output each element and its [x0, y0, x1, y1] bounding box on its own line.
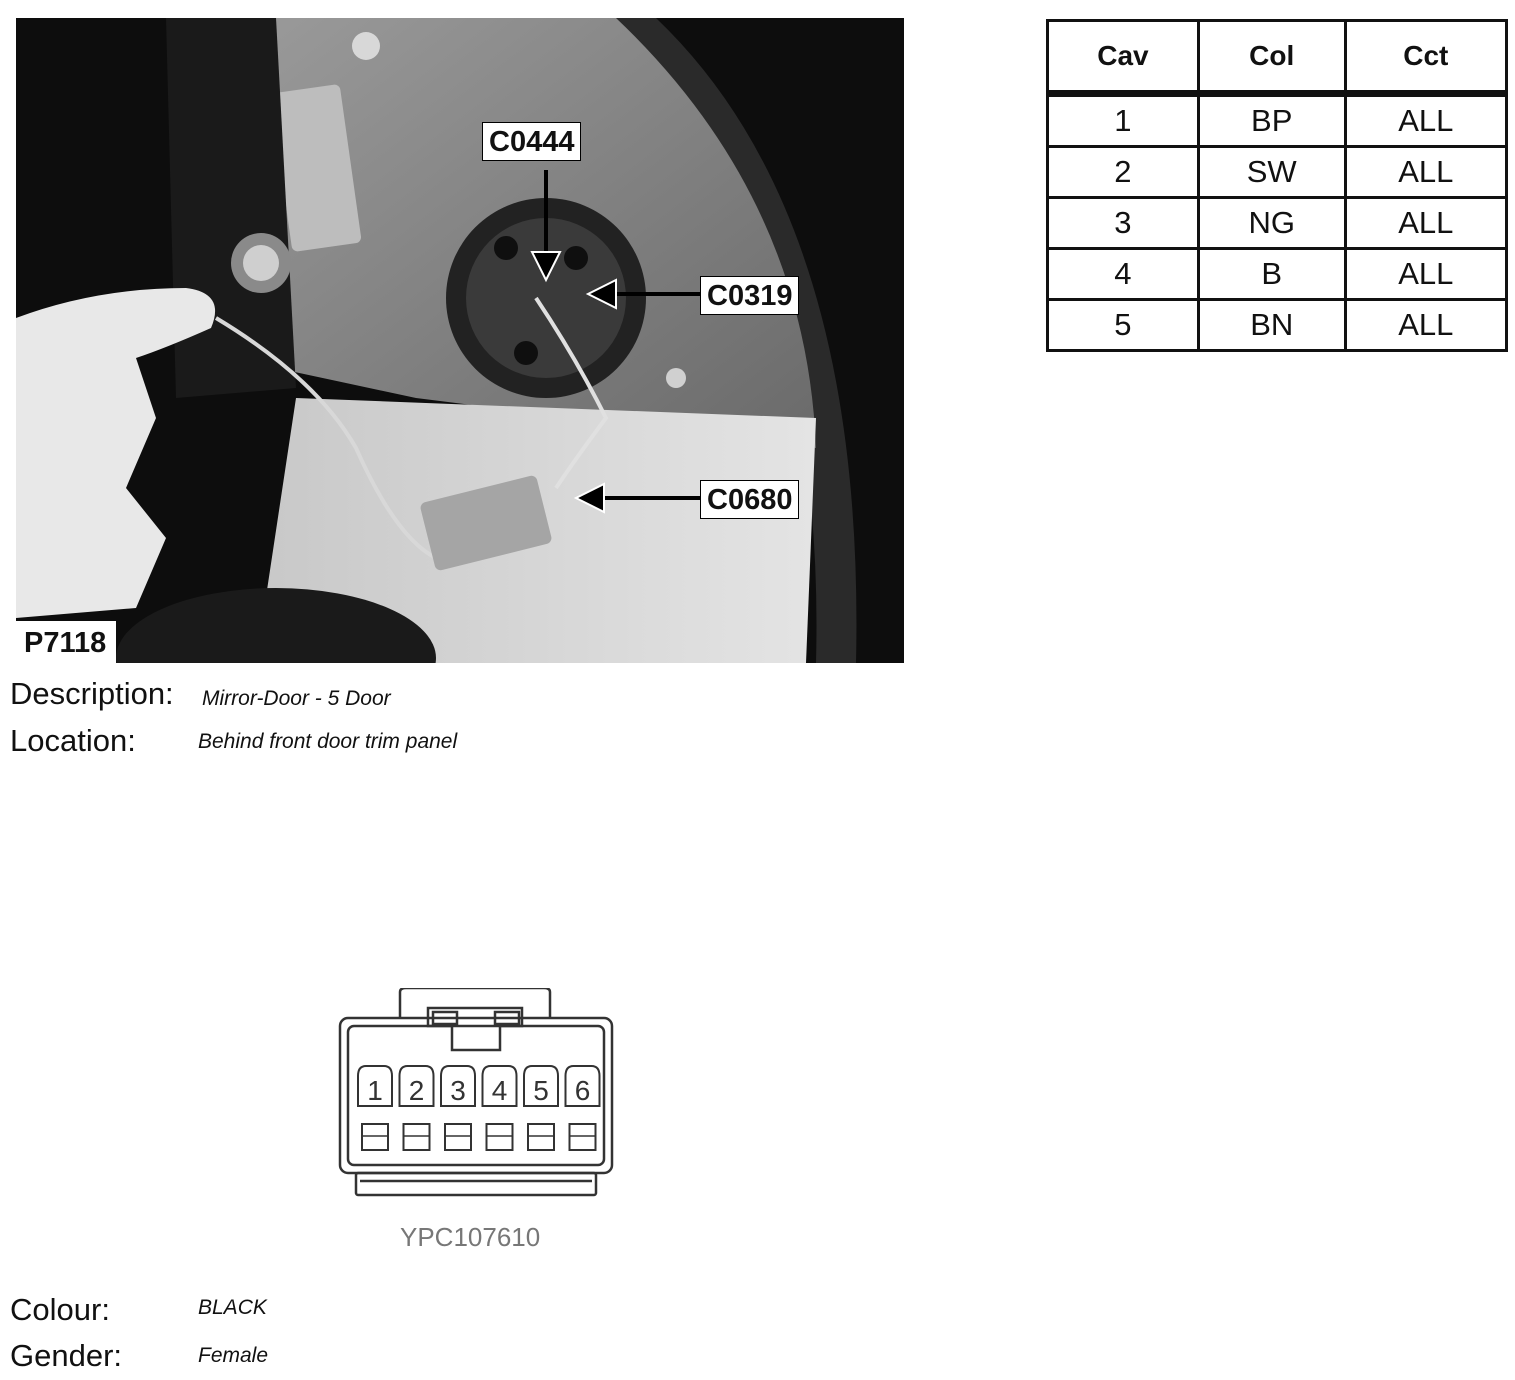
cell-cct: ALL — [1345, 198, 1506, 249]
connector-pin-label: 6 — [574, 1075, 591, 1106]
connector-face-drawing — [330, 988, 620, 1203]
cell-cct: ALL — [1345, 249, 1506, 300]
cell-col: B — [1198, 249, 1345, 300]
connector-pin-label: 4 — [491, 1075, 508, 1106]
header-cav: Cav — [1048, 21, 1199, 94]
table-row — [1048, 249, 1507, 300]
header-col: Col — [1198, 21, 1345, 94]
location-value: Behind front door trim panel — [198, 730, 458, 753]
photo-scene — [16, 18, 904, 663]
table-row — [1048, 147, 1507, 198]
connector-pin-3 — [441, 1066, 475, 1150]
gender-value: Female — [198, 1344, 269, 1367]
photo-id-label: P7118 — [16, 621, 116, 663]
cell-cct: ALL — [1345, 300, 1506, 351]
table-row — [1048, 300, 1507, 351]
cell-cav: 3 — [1048, 198, 1199, 249]
cell-cav: 5 — [1048, 300, 1199, 351]
connector-pin-label: 5 — [533, 1075, 549, 1106]
gender-label: Gender: — [10, 1338, 123, 1373]
cell-cav: 4 — [1048, 249, 1199, 300]
connector-pin-4 — [483, 1066, 517, 1150]
header-cct: Cct — [1345, 21, 1506, 94]
cell-col: BN — [1198, 300, 1345, 351]
part-number: YPC107610 — [400, 1222, 541, 1252]
colour-label: Colour: — [10, 1292, 110, 1327]
cell-cct: ALL — [1345, 94, 1506, 147]
cell-col: BP — [1198, 94, 1345, 147]
callout-c0319: C0319 — [700, 276, 799, 315]
connector-pin-label: 2 — [408, 1075, 425, 1106]
connector-pin-label: 3 — [450, 1075, 466, 1106]
connector-pin-1 — [358, 1066, 392, 1150]
connector-pin-5 — [524, 1066, 558, 1150]
description-label: Description: — [10, 676, 174, 711]
connector-location-photo — [16, 18, 904, 663]
cell-col: NG — [1198, 198, 1345, 249]
cell-cav: 1 — [1048, 94, 1199, 147]
connector-pin-6 — [566, 1066, 600, 1150]
connector-pins — [358, 1066, 600, 1150]
connector-pin-label: 1 — [367, 1075, 383, 1106]
table-row — [1048, 198, 1507, 249]
cell-col: SW — [1198, 147, 1345, 198]
callout-c0444: C0444 — [482, 122, 581, 161]
pinout-table — [1046, 19, 1508, 352]
colour-value: BLACK — [198, 1296, 267, 1319]
location-label: Location: — [10, 723, 136, 758]
description-value: Mirror-Door - 5 Door — [202, 687, 391, 710]
connector-pin-2 — [400, 1066, 434, 1150]
cell-cav: 2 — [1048, 147, 1199, 198]
table-header-row — [1048, 21, 1507, 94]
table-row — [1048, 94, 1507, 147]
cell-cct: ALL — [1345, 147, 1506, 198]
callout-c0680: C0680 — [700, 480, 799, 519]
